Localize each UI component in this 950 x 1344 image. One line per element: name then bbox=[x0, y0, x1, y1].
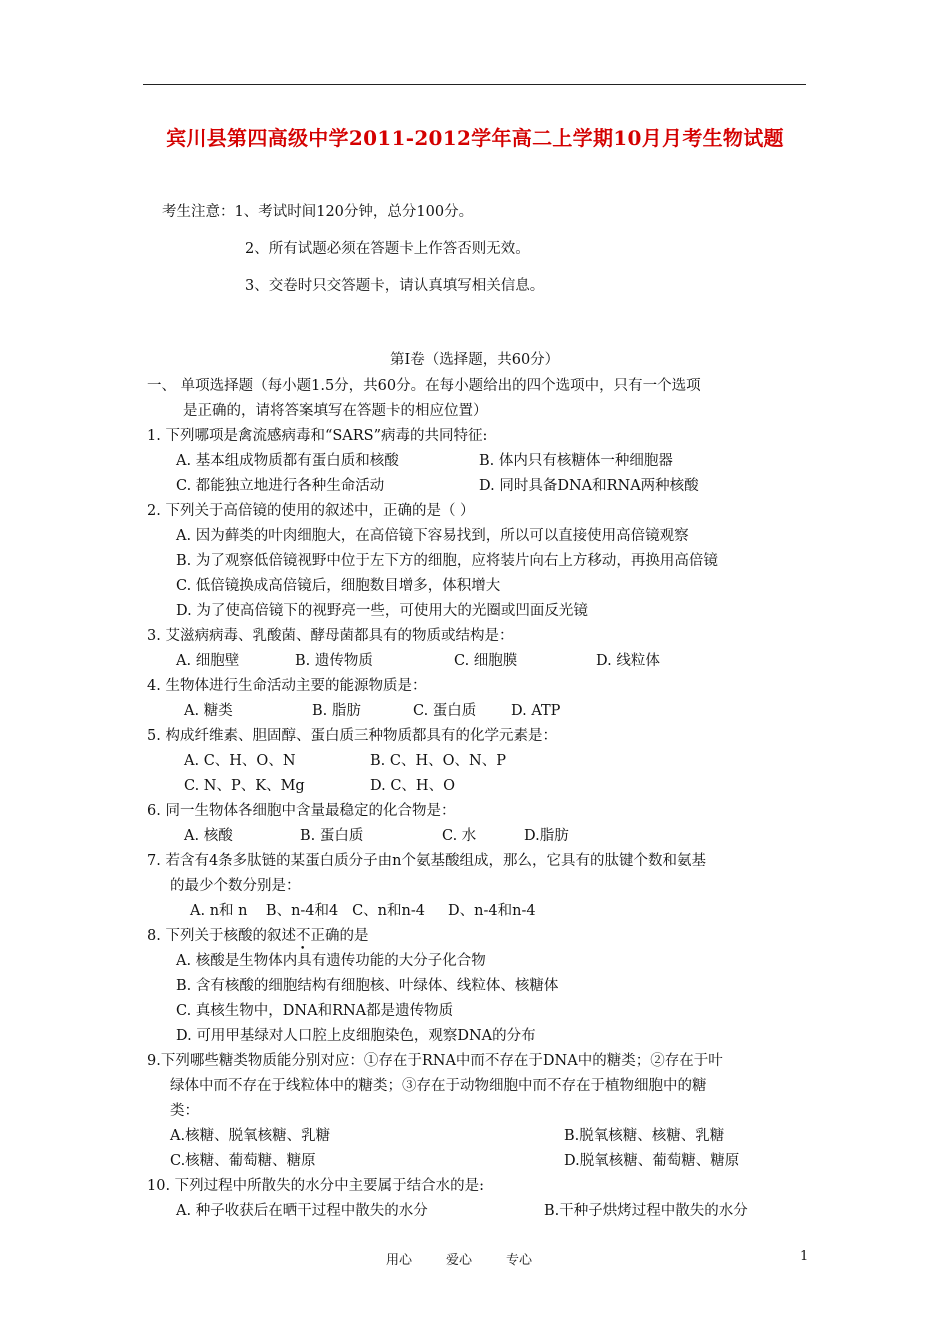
q8-stem bbox=[147, 926, 368, 946]
q6-option-c: C. 水 bbox=[442, 828, 477, 844]
q2-option-c: C. 低倍镜换成高倍镜后，细胞数目增多，体积增大 bbox=[176, 578, 501, 594]
q5-option-b: B. C、H、O、N、P bbox=[370, 753, 506, 769]
q4-option-d: D. ATP bbox=[511, 703, 561, 719]
notice-2: 2、所有试题必须在答题卡上作答否则无效。 bbox=[245, 241, 530, 257]
page-number: 1 bbox=[800, 1249, 809, 1264]
q9-option-d: D.脱氧核糖、葡萄糖、糖原 bbox=[564, 1153, 740, 1169]
q3-option-d: D. 线粒体 bbox=[596, 653, 660, 669]
q5-stem: 5. 构成纤维素、胆固醇、蛋白质三种物质都具有的化学元素是： bbox=[147, 728, 557, 744]
q9-option-c: C.核糖、葡萄糖、糖原 bbox=[170, 1153, 316, 1169]
q10-stem: 10. 下列过程中所散失的水分中主要属于结合水的是: bbox=[147, 1178, 485, 1194]
q6-stem: 6. 同一生物体各细胞中含量最稳定的化合物是： bbox=[147, 803, 456, 819]
footer-motto-3: 专心 bbox=[506, 1253, 533, 1268]
q4-stem: 4. 生物体进行生命活动主要的能源物质是： bbox=[147, 678, 427, 694]
q9-stem-line2: 绿体中而不存在于线粒体中的糖类；③存在于动物细胞中而不存在于植物细胞中的糖 bbox=[170, 1078, 707, 1094]
q1-option-c: C. 都能独立地进行各种生命活动 bbox=[176, 478, 385, 494]
q3-option-c: C. 细胞膜 bbox=[454, 653, 518, 669]
q1-option-a: A. 基本组成物质都有蛋白质和核酸 bbox=[176, 453, 399, 469]
q5-option-d: D. C、H、O bbox=[370, 778, 455, 794]
q2-option-b: B. 为了观察低倍镜视野中位于左下方的细胞，应将装片向右上方移动，再换用高倍镜 bbox=[176, 553, 718, 569]
part-heading-line2: 是正确的，请将答案填写在答题卡的相应位置） bbox=[183, 403, 488, 419]
q8-stem-pre: 8. 下列关于核酸的叙述 bbox=[147, 928, 296, 944]
header-rule bbox=[143, 84, 806, 85]
q9-option-a: A.核糖、脱氧核糖、乳糖 bbox=[170, 1128, 331, 1144]
q1-option-b: B. 体内只有核糖体一种细胞器 bbox=[479, 453, 673, 469]
q7-stem-line2: 的最少个数分别是： bbox=[170, 878, 301, 894]
q8-option-c: C. 真核生物中，DNA和RNA都是遗传物质 bbox=[176, 1003, 454, 1019]
q5-option-c: C. N、P、K、Mg bbox=[184, 778, 305, 794]
q3-stem: 3. 艾滋病病毒、乳酸菌、酵母菌都具有的物质或结构是： bbox=[147, 628, 514, 644]
section-title: 第Ⅰ卷（选择题，共60分） bbox=[390, 352, 560, 368]
q6-option-a: A. 核酸 bbox=[184, 828, 233, 844]
q6-option-b: B. 蛋白质 bbox=[300, 828, 364, 844]
q9-stem-line1: 9.下列哪些糖类物质能分别对应：①存在于RNA中而不存在于DNA中的糖类；②存在于叶 bbox=[147, 1053, 723, 1069]
page-title: 宾川县第四高级中学2011-2012学年高二上学期10月月考生物试题 bbox=[166, 126, 784, 150]
footer-motto-1: 用心 bbox=[386, 1253, 413, 1268]
q7-stem-line1: 7. 若含有4条多肽链的某蛋白质分子由n个氨基酸组成，那么，它具有的肽键个数和氨基 bbox=[147, 853, 707, 869]
part-heading-line1: 一、 单项选择题（每小题1.5分，共60分。在每小题给出的四个选项中，只有一个选项 bbox=[147, 378, 701, 394]
q3-option-a: A. 细胞壁 bbox=[176, 653, 240, 669]
q2-option-a: A. 因为藓类的叶肉细胞大，在高倍镜下容易找到，所以可以直接使用高倍镜观察 bbox=[176, 528, 689, 544]
q4-option-a: A. 糖类 bbox=[184, 703, 233, 719]
q5-option-a: A. C、H、O、N bbox=[184, 753, 296, 769]
q10-option-a: A. 种子收获后在晒干过程中散失的水分 bbox=[176, 1203, 428, 1219]
notice-1: 考生注意：1、考试时间120分钟，总分100分。 bbox=[162, 204, 474, 220]
q6-option-d: D.脂肪 bbox=[524, 828, 569, 844]
q1-option-d: D. 同时具备DNA和RNA两种核酸 bbox=[479, 478, 699, 494]
q2-stem: 2. 下列关于高倍镜的使用的叙述中，正确的是（ ） bbox=[147, 503, 475, 519]
q8-stem-post: 正确的是 bbox=[310, 928, 369, 944]
q8-option-a: A. 核酸是生物体内具有遗传功能的大分子化合物 bbox=[176, 953, 486, 969]
q4-option-b: B. 脂肪 bbox=[312, 703, 361, 719]
q3-option-b: B. 遗传物质 bbox=[295, 653, 373, 669]
notice-3: 3、交卷时只交答题卡，请认真填写相关信息。 bbox=[245, 278, 545, 294]
q10-option-b: B.干种子烘烤过程中散失的水分 bbox=[544, 1203, 748, 1219]
footer-motto-2: 爱心 bbox=[446, 1253, 473, 1268]
q9-option-b: B.脱氧核糖、核糖、乳糖 bbox=[564, 1128, 725, 1144]
q1-stem: 1. 下列哪项是禽流感病毒和“SARS”病毒的共同特征: bbox=[147, 428, 488, 444]
q2-option-d: D. 为了使高倍镜下的视野亮一些，可使用大的光圈或凹面反光镜 bbox=[176, 603, 588, 619]
q8-stem-emphasis: 不 bbox=[295, 928, 311, 944]
q4-option-c: C. 蛋白质 bbox=[413, 703, 477, 719]
q7-options: A. n和 n B、n-4和4 C、n和n-4 D、n-4和n-4 bbox=[190, 903, 536, 919]
q9-stem-line3: 类： bbox=[170, 1103, 199, 1119]
q8-option-b: B. 含有核酸的细胞结构有细胞核、叶绿体、线粒体、核糖体 bbox=[176, 978, 559, 994]
q8-option-d: D. 可用甲基绿对人口腔上皮细胞染色，观察DNA的分布 bbox=[176, 1028, 536, 1044]
